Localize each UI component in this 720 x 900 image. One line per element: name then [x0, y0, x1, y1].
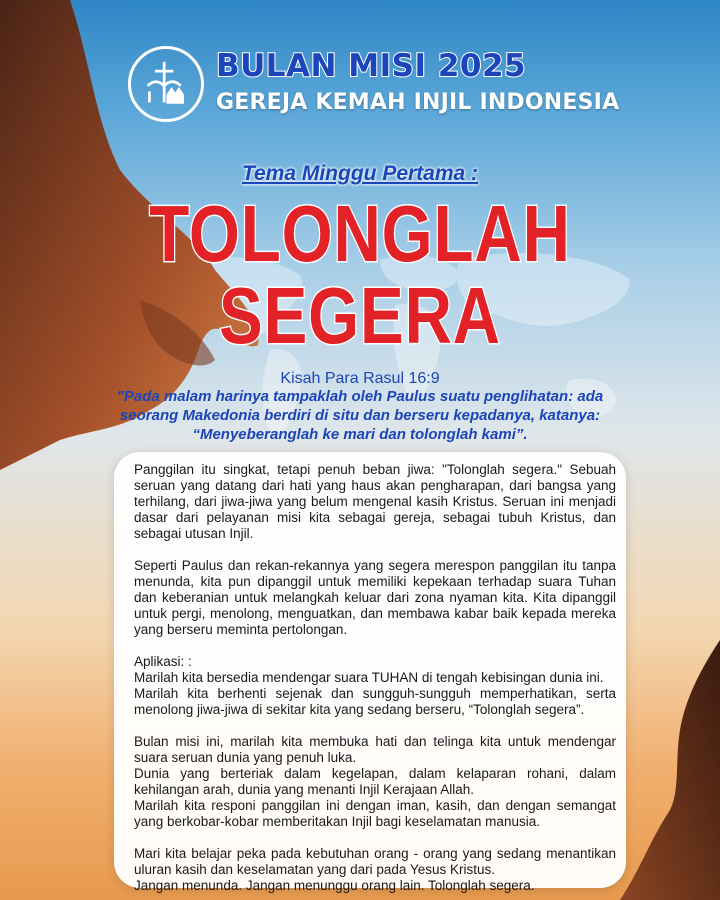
theme-title-line2: SEGERA [219, 271, 501, 360]
application-line-1: Marilah kita bersedia mendengar suara TUHAN di tengah kebisingan dunia ini. [134, 670, 604, 685]
body-paragraph-3-line-1: Bulan misi ini, marilah kita membuka hati dan telinga kita untuk mendengar suara seruan dunia yang penuh luka. [134, 734, 616, 765]
church-name: GEREJA KEMAH INJIL INDONESIA [216, 90, 620, 115]
theme-title-line1: TOLONGLAH [149, 189, 571, 278]
header [128, 40, 620, 130]
theme-label: Tema Minggu Pertama : [241, 162, 479, 185]
body-paragraph-3-line-2: Dunia yang berteriak dalam kegelapan, dalam kelaparan rohani, dalam kehilangan arah, dunia yang menanti Injil Kerajaan Allah. [134, 766, 616, 797]
card-body [134, 462, 616, 894]
application-line-2: Marilah kita berhenti sejenak dan sungguh-sungguh memperhatikan, serta menolong jiwa-jiwa di sekitar kita yang sedang berseru, “Tolonglah segera”. [134, 686, 616, 717]
church-tent-crown-logo-icon [128, 46, 204, 122]
body-paragraph-1: Panggilan itu singkat, tetapi penuh beban jiwa: "Tolonglah segera." Sebuah seruan yang datang dari hati yang haus akan pengharapan, dari bangsa yang terhilang, dari jiwa-jiwa yang belum mengenal kasih Kristus. Seruan ini menjadi dasar dari pelayanan misi kita sebagai gereja, sebagai tubuh Kristus, dan sebagai utusan Injil. [134, 462, 616, 541]
verse-reference: Kisah Para Rasul 16:9 [280, 370, 440, 387]
application-label: Aplikasi: : [134, 654, 192, 669]
body-paragraph-4-line-2: Jangan menunda. Jangan menunggu orang lain. Tolonglah segera. [134, 878, 535, 893]
verse-text: "Pada malam harinya tampaklah oleh Paulus suatu penglihatan: ada seorang Makedonia berdiri di situ dan berseru kepadanya, katanya: “Menyeberanglah ke mari dan tolonglah kami”. [116, 388, 604, 443]
body-paragraph-2: Seperti Paulus dan rekan-rekannya yang segera merespon panggilan itu tanpa menunda, kita pun dipanggil untuk memiliki kepekaan terhadap suara Tuhan dan keberanian untuk melangkah keluar dari zona nyaman kita. Kita dipanggil untuk pergi, menolong, menguatkan, dan membawa kabar baik kepada mereka yang berseru meminta pertolongan. [134, 558, 616, 637]
campaign-title: BULAN MISI 2025 [216, 48, 527, 84]
body-paragraph-4-line-1: Mari kita belajar peka pada kebutuhan orang - orang yang sedang menantikan uluran kasih dan keselamatan yang dari pada Yesus Kristus. [134, 846, 616, 877]
body-paragraph-3-line-3: Marilah kita responi panggilan ini dengan iman, kasih, dan dengan semangat yang berkobar-kobar memberitakan Injil bagi keselamatan manusia. [134, 798, 616, 829]
